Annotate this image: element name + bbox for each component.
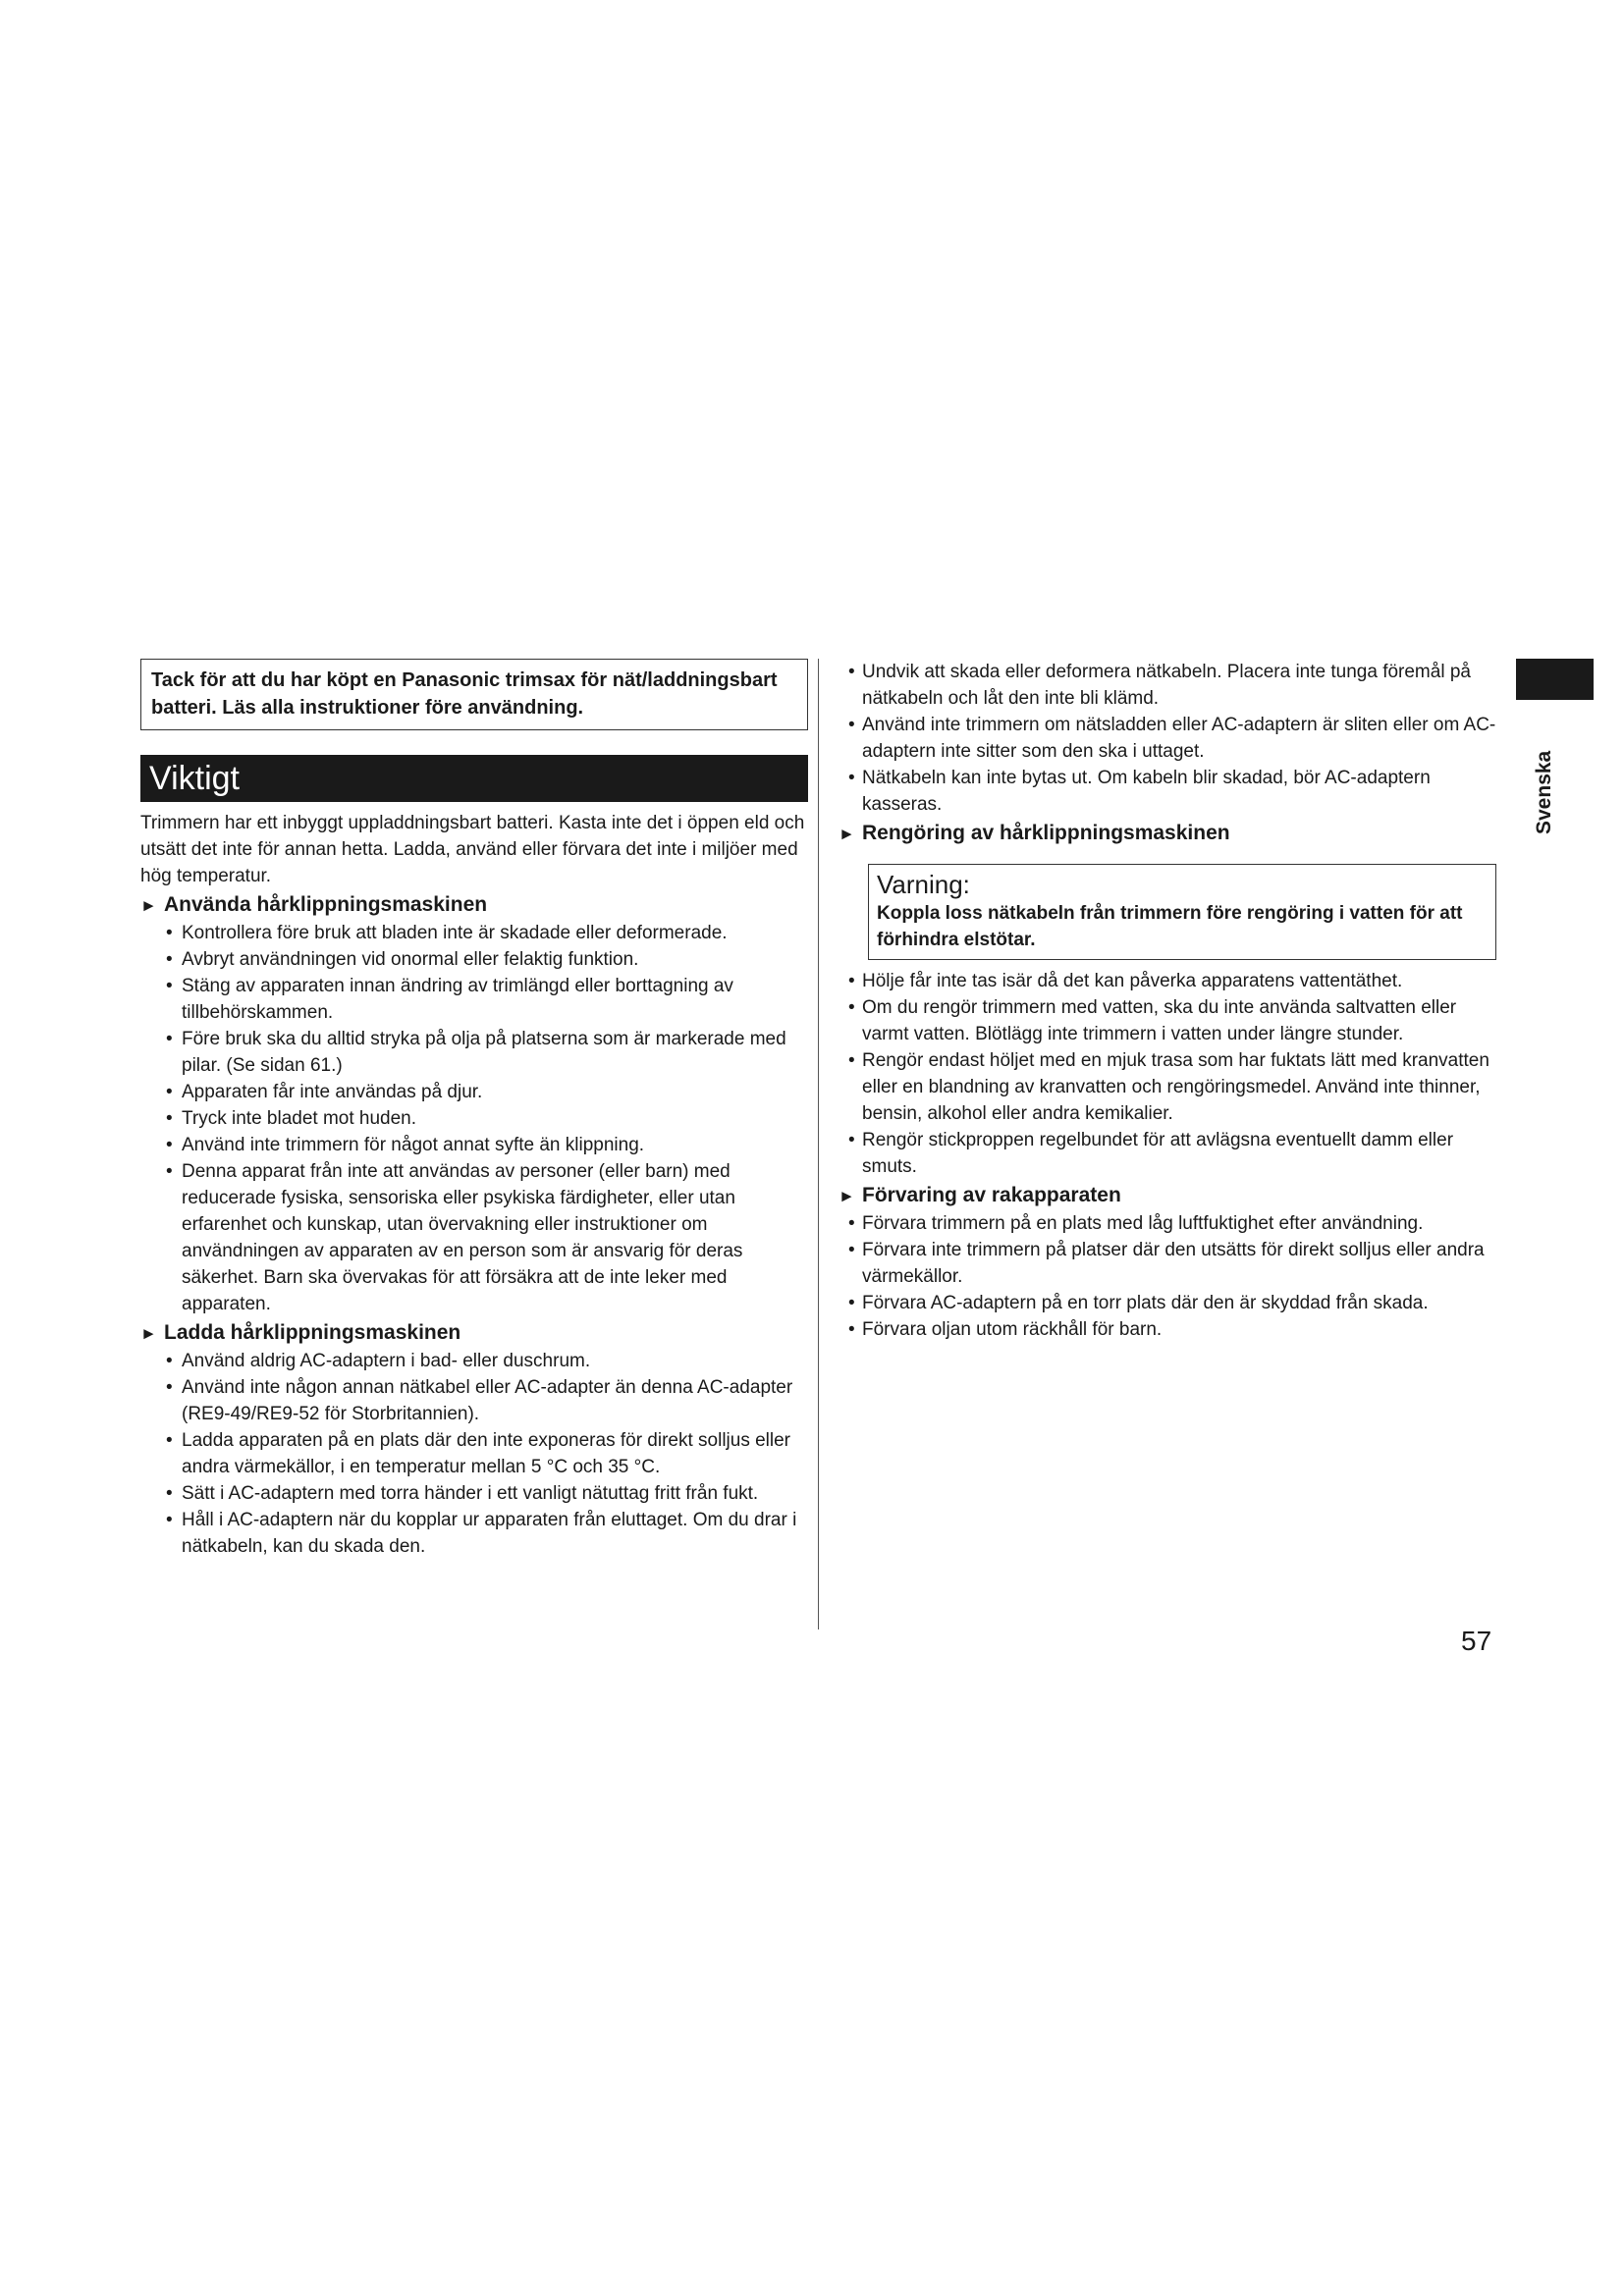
list-item: • Använd inte trimmern om nätsladden eller AC-adaptern är sliten eller om AC-adaptern inte sitter som den ska i uttaget. xyxy=(839,712,1496,765)
cleaning-list xyxy=(839,968,1496,1180)
page-number: 57 xyxy=(1461,1626,1492,1656)
list-item: • Sätt i AC-adaptern med torra händer i ett vanligt nätuttag fritt från fukt. xyxy=(140,1480,808,1507)
list-item: • Förvara AC-adaptern på en torr plats där den är skyddad från skada. xyxy=(839,1290,1496,1316)
list-item: • Hölje får inte tas isär då det kan påverka apparatens vattentäthet. xyxy=(839,968,1496,994)
list-item: • Undvik att skada eller deformera nätkabeln. Placera inte tunga föremål på nätkabeln och låt den inte bli klämd. xyxy=(839,659,1496,712)
list-item: • Håll i AC-adaptern när du kopplar ur apparaten från eluttaget. Om du drar i nätkabeln, kan du skada den. xyxy=(140,1507,808,1560)
warning-title: Varning: xyxy=(877,870,970,899)
intro-box: Tack för att du har köpt en Panasonic trimsax för nät/laddningsbart batteri. Läs alla instruktioner före användning. xyxy=(140,659,808,730)
list-item: • Om du rengör trimmern med vatten, ska du inte använda saltvatten eller varmt vatten. Blötlägg inte trimmern i vatten under längre stunder. xyxy=(839,994,1496,1047)
right-column xyxy=(839,659,1496,1343)
charging-list xyxy=(140,1348,808,1560)
list-item: • Ladda apparaten på en plats där den inte exponeras för direkt solljus eller andra värmekällor, i en temperatur mellan 5 °C och 35 °C. xyxy=(140,1427,808,1480)
arrow-icon: ► xyxy=(839,825,855,843)
list-item: • Använd inte någon annan nätkabel eller AC-adapter än denna AC-adapter (RE9-49/RE9-52 för Storbritannien). xyxy=(140,1374,808,1427)
section-title: Viktigt xyxy=(140,755,808,802)
list-item: • Förvara oljan utom räckhåll för barn. xyxy=(839,1316,1496,1343)
column-divider xyxy=(818,659,819,1629)
list-item: • Förvara trimmern på en plats med låg luftfuktighet efter användning. xyxy=(839,1210,1496,1237)
arrow-icon: ► xyxy=(839,1187,855,1205)
list-item: • Före bruk ska du alltid stryka på olja på platserna som är markerade med pilar. (Se sidan 61.) xyxy=(140,1026,808,1079)
list-item: • Tryck inte bladet mot huden. xyxy=(140,1105,808,1132)
list-item: • Denna apparat från inte att användas av personer (eller barn) med reducerade fysiska, sensoriska eller psykiska färdigheter, eller utan erfarenhet och kunskap, utan övervakning eller instruktioner om användningen av apparaten av en person som är ansvarig för deras säkerhet. Barn ska övervakas för att försäkra att de inte leker med apparaten. xyxy=(140,1158,808,1317)
list-item: • Förvara inte trimmern på platser där den utsätts för direkt solljus eller andra värmekällor. xyxy=(839,1237,1496,1290)
list-item: • Rengör stickproppen regelbundet för att avlägsna eventuellt damm eller smuts. xyxy=(839,1127,1496,1180)
heading-charging: ► Ladda hårklippningsmaskinen xyxy=(140,1319,808,1348)
list-item: • Stäng av apparaten innan ändring av trimlängd eller borttagning av tillbehörskammen. xyxy=(140,973,808,1026)
storage-list xyxy=(839,1210,1496,1343)
list-item: • Apparaten får inte användas på djur. xyxy=(140,1079,808,1105)
list-item: • Kontrollera före bruk att bladen inte är skadade eller deformerade. xyxy=(140,920,808,946)
cable-list xyxy=(839,659,1496,818)
list-item: • Avbryt användningen vid onormal eller felaktig funktion. xyxy=(140,946,808,973)
list-item: • Rengör endast höljet med en mjuk trasa som har fuktats lätt med kranvatten eller en blandning av kranvatten och rengöringsmedel. Använd inte thinner, bensin, alkohol eller andra kemikalier. xyxy=(839,1047,1496,1127)
warning-box xyxy=(868,864,1496,960)
heading-cleaning: ► Rengöring av hårklippningsmaskinen xyxy=(839,820,1496,848)
section-text: Trimmern har ett inbyggt uppladdningsbart batteri. Kasta inte det i öppen eld och utsätt det inte för annan hetta. Ladda, använd eller förvara det inte i miljöer med hög temperatur. xyxy=(140,813,805,886)
language-tab xyxy=(1516,659,1594,700)
language-label: Svenska xyxy=(1533,750,1555,834)
heading-storage: ► Förvaring av rakapparaten xyxy=(839,1182,1496,1210)
list-item: • Använd aldrig AC-adaptern i bad- eller duschrum. xyxy=(140,1348,808,1374)
warning-text: Koppla loss nätkabeln från trimmern före rengöring i vatten för att förhindra elstötar. xyxy=(877,903,1463,950)
arrow-icon: ► xyxy=(140,1324,157,1343)
list-item: • Använd inte trimmern för något annat syfte än klippning. xyxy=(140,1132,808,1158)
using-list xyxy=(140,920,808,1317)
heading-using: ► Använda hårklippningsmaskinen xyxy=(140,891,808,920)
arrow-icon: ► xyxy=(140,896,157,915)
left-column xyxy=(140,659,808,1560)
list-item: • Nätkabeln kan inte bytas ut. Om kabeln blir skadad, bör AC-adaptern kasseras. xyxy=(839,765,1496,818)
